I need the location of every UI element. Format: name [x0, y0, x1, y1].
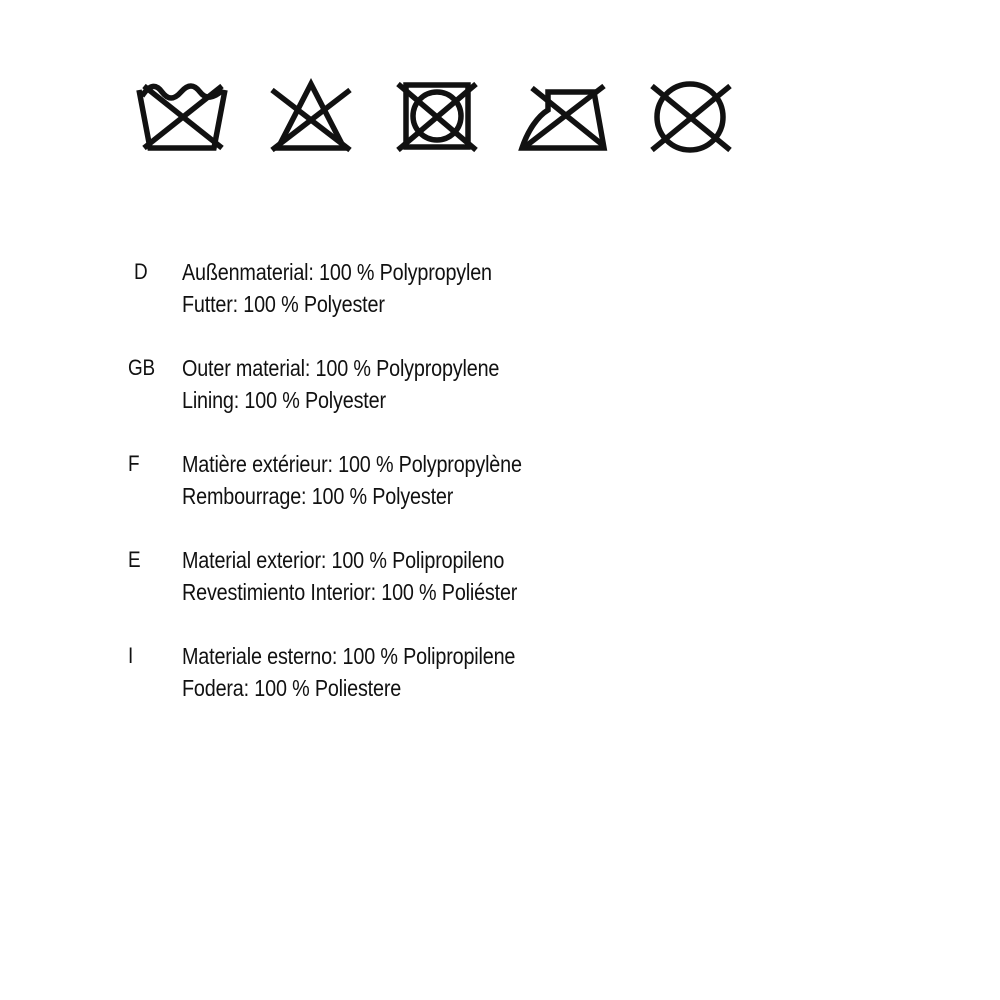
outer-material-text: Material exterior: 100 % Polipropileno — [182, 547, 505, 573]
lining-text: Revestimiento Interior: 100 % Poliéster — [182, 579, 518, 605]
lining-text: Fodera: 100 % Poliestere — [182, 675, 402, 701]
outer-material-text: Matière extérieur: 100 % Polypropylène — [182, 451, 522, 477]
language-code: GB — [128, 355, 155, 380]
outer-material-text: Outer material: 100 % Polypropylene — [182, 355, 500, 381]
language-code: F — [128, 451, 140, 476]
composition-entry-es — [120, 544, 720, 640]
do-not-iron-icon — [518, 78, 610, 152]
language-code: D — [134, 259, 148, 284]
lining-text: Futter: 100 % Polyester — [182, 291, 385, 317]
composition-entry-fr — [120, 448, 720, 544]
composition-entry-gb — [120, 352, 720, 448]
care-symbols — [130, 78, 750, 168]
language-code: I — [128, 643, 133, 668]
do-not-bleach-icon — [270, 78, 352, 152]
language-code: E — [128, 547, 141, 572]
do-not-dry-clean-icon — [650, 78, 732, 152]
outer-material-text: Außenmaterial: 100 % Polypropylen — [182, 259, 492, 285]
composition-entry-it — [120, 640, 720, 736]
composition-entry-de — [120, 256, 720, 352]
do-not-wash-icon — [136, 78, 228, 152]
lining-text: Rembourrage: 100 % Polyester — [182, 483, 454, 509]
do-not-tumble-dry-icon — [396, 78, 478, 152]
material-composition-list — [120, 256, 720, 736]
outer-material-text: Materiale esterno: 100 % Polipropilene — [182, 643, 516, 669]
lining-text: Lining: 100 % Polyester — [182, 387, 386, 413]
